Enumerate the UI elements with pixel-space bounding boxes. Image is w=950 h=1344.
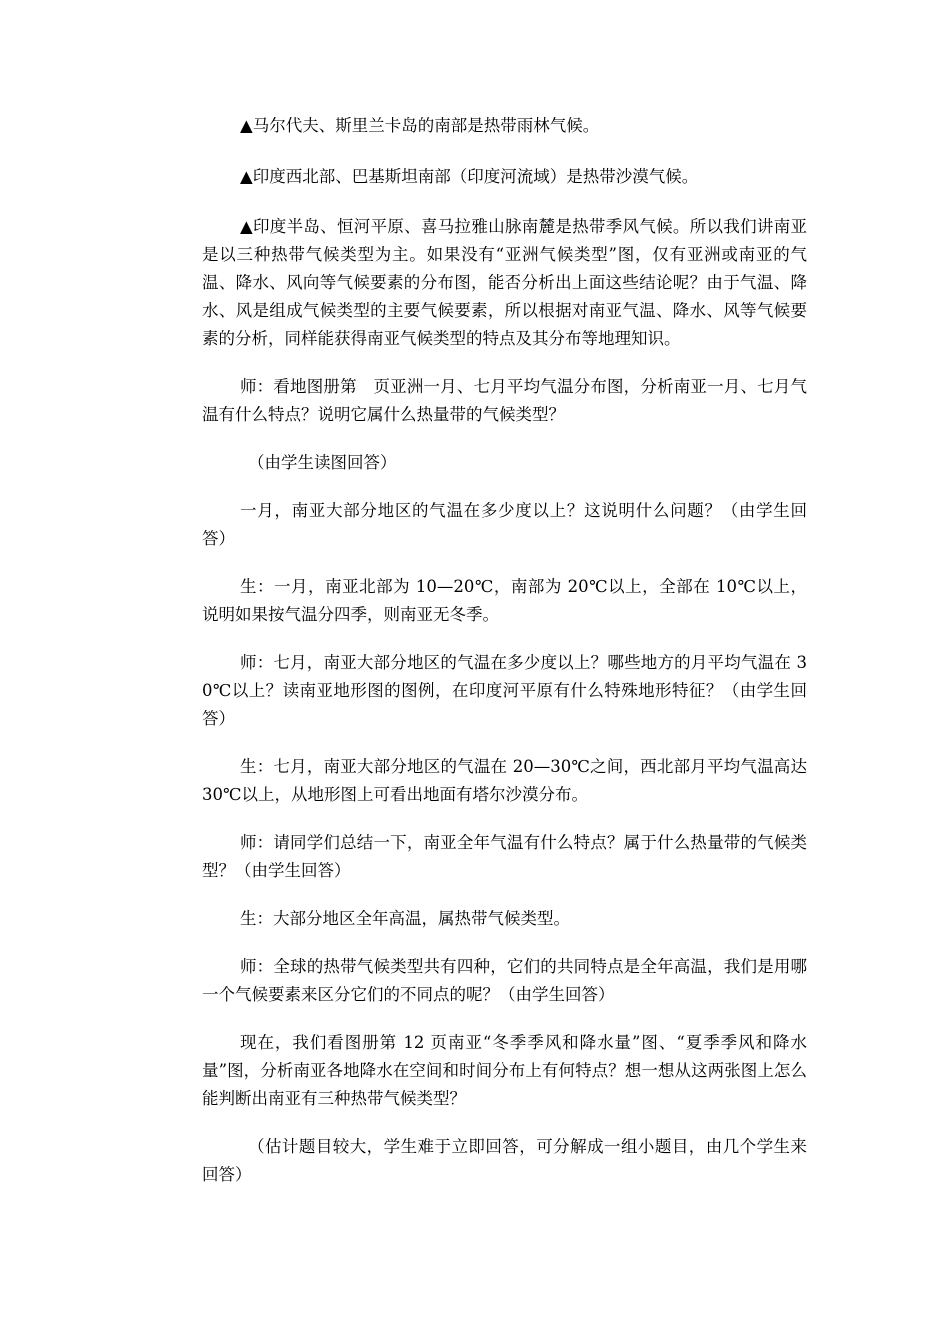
paragraph-summary-question: 师：请同学们总结一下，南亚全年气温有什么特点？属于什么热量带的气候类型？（由学生回答） [202, 833, 807, 880]
paragraph-teaching-note: （估计题目较大，学生难于立即回答，可分解成一组小题目，由几个学生来回答） [202, 1137, 807, 1184]
paragraph-tropical-desert: ▲印度西北部、巴基斯坦南部（印度河流域）是热带沙漠气候。 [240, 167, 699, 186]
paragraph-tropical-monsoon: ▲印度半岛、恒河平原、喜马拉雅山脉南麓是热带季风气候。所以我们讲南亚是以三种热带气候类型为主。如果没有“亚洲气候类型”图，仅有亚洲或南亚的气温、降水、风向等气候要素的分布图，能否分析出上面这些结论呢？由于气温、降水、风是组成气候类型的主要气候要素，所以根据对南亚气温、降水、风等气候要素的分析，同样能获得南亚气候类型的特点及其分布等地理知识。 [202, 217, 807, 348]
paragraph-monsoon-map-question: 现在，我们看图册第 12 页南亚“冬季季风和降水量”图、“夏季季风和降水量”图，分析南亚各地降水在空间和时间分布上有何特点？想一想从这两张图上怎么能判断出南亚有三种热带气候类型？ [202, 1033, 807, 1108]
paragraph-student-reads-map: （由学生读图回答） [248, 453, 397, 472]
paragraph-tropical-climate-question: 师：全球的热带气候类型共有四种，它们的共同特点是全年高温，我们是用哪一个气候要素来区分它们的不同点的呢？（由学生回答） [202, 957, 807, 1004]
paragraph-teacher-question-temperature: 师：看地图册第 页亚洲一月、七月平均气温分布图，分析南亚一月、七月气温有什么特点？说明它属什么热量带的气候类型？ [202, 377, 807, 424]
paragraph-student-july-answer: 生：七月，南亚大部分地区的气温在 20—30℃之间，西北部月平均气温高达 30℃以上，从地形图上可看出地面有塔尔沙漠分布。 [202, 757, 807, 804]
document-page [202, 112, 807, 1209]
paragraph-student-summary-answer: 生：大部分地区全年高温，属热带气候类型。 [240, 909, 570, 928]
paragraph-january-question: 一月，南亚大部分地区的气温在多少度以上？这说明什么问题？（由学生回答） [202, 501, 807, 548]
paragraph-july-question: 师：七月，南亚大部分地区的气温在多少度以上？哪些地方的月平均气温在 30℃以上？读南亚地形图的图例，在印度河平原有什么特殊地形特征？（由学生回答） [202, 653, 807, 728]
paragraph-student-january-answer: 生：一月，南亚北部为 10—20℃，南部为 20℃以上，全部在 10℃以上，说明如果按气温分四季，则南亚无冬季。 [202, 577, 807, 624]
paragraph-tropical-rainforest: ▲马尔代夫、斯里兰卡岛的南部是热带雨林气候。 [240, 116, 600, 135]
